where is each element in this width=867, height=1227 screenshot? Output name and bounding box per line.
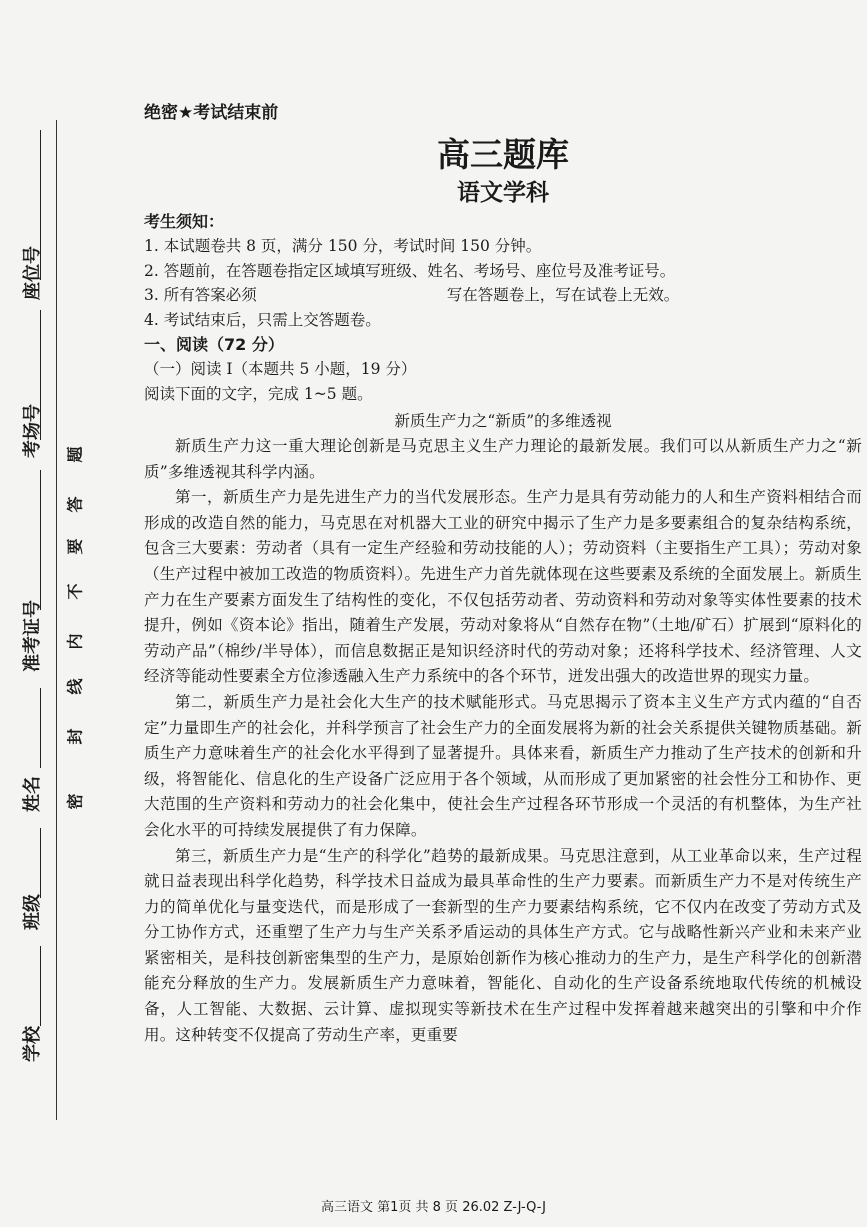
page-footer: 高三语文 第1页 共 8 页 26.02 Z-J-Q-J — [320, 1200, 547, 1215]
article-paragraph: 第一，新质生产力是先进生产力的当代发展形态。生产力是具有劳动能力的人和生产资料相结合而形成的改造自然的能力，马克思在对机器大工业的研究中揭示了生产力是多要素组合的复杂结构系统，包含三大要素：劳动者（具有一定生产经验和劳动技能的人）；劳动资料（主要指生产工具）；劳动对象（生产过程中被加工改造的物质资料）。先进生产力首先就体现在这些要素及系统的全面发展上。新质生产力在生产要素方面发生了结构性的变化，不仅包括劳动者、劳动资料和劳动对象等实体性要素的技术提升，例如《资本论》指出，随着生产发展，劳动对象将从“自然存在物”（土地/矿石）扩展到“原料化的劳动产品”（棉纱/半导体），而信息数据正是知识经济时代的劳动对象；还将科学技术、经济管理、人文经济等能动性要素全方位渗透融入生产力系统中的各个环节，迸发出强大的改造世界的现实力量。 — [144, 488, 862, 686]
notice-item: 4. 考试结束后，只需上交答题卷。 — [144, 310, 381, 329]
article-paragraph: 第二，新质生产力是社会化大生产的技术赋能形式。马克思揭示了资本主义生产方式内蕴的“自否定”力量即生产的社会化，并科学预言了社会生产力的全面发展将为新的社会关系提供关键物质基础。新质生产力意味着生产的社会化水平得到了显著提升。具体来看，新质生产力推动了生产技术的创新和升级，将智能化、信息化的生产设备广泛应用于各个领域，从而形成了更加紧密的社会性分工和协作、更大范围的生产资料和劳动力的社会化集中，使社会生产过程各环节形成一个灵活的有机整体，为生产社会化水平的可持续发展提供了有力保障。 — [144, 692, 862, 839]
admission-number-label: 准考证号 — [22, 600, 43, 672]
article-title: 新质生产力之“新质”的多维透视 — [394, 412, 612, 430]
seal-char: 答 — [65, 496, 85, 513]
admission-number-line — [40, 470, 41, 610]
seal-char: 要 — [65, 538, 85, 555]
article-paragraph: 新质生产力这一重大理论创新是马克思主义生产力理论的最新发展。我们可以从新质生产力之“新质”多维透视其科学内涵。 — [144, 437, 862, 481]
seat-number-line — [40, 130, 41, 280]
school-line — [40, 946, 41, 1026]
page-title: 高三题库 — [437, 135, 569, 174]
room-number-line — [40, 310, 41, 440]
class-line — [40, 828, 41, 898]
name-line — [40, 688, 41, 768]
name-label: 姓名 — [22, 776, 43, 812]
notice-item — [144, 283, 862, 308]
page-subtitle: 语文学科 — [457, 180, 549, 206]
notice-heading: 考生须知： — [144, 212, 225, 231]
school-label: 学校 — [22, 1026, 43, 1062]
seal-char: 封 — [65, 728, 85, 745]
notice-item: 1. 本试题卷共 8 页，满分 150 分，考试时间 150 分钟。 — [144, 237, 542, 255]
notice-item: 2. 答题前，在答题卷指定区域填写班级、姓名、考场号、座位号及准考证号。 — [144, 261, 676, 280]
section-heading: 一、阅读（72 分） — [144, 335, 284, 354]
seal-char: 题 — [65, 446, 85, 463]
seal-fold-line — [56, 120, 57, 1120]
seal-char: 内 — [65, 633, 85, 650]
room-number-label: 考场号 — [22, 404, 43, 458]
reading-instruction: 阅读下面的文字，完成 1~5 题。 — [144, 384, 373, 403]
seal-char: 不 — [65, 583, 85, 600]
seal-char: 线 — [65, 678, 85, 695]
seal-char: 密 — [65, 793, 85, 810]
seat-number-label: 座位号 — [22, 246, 43, 300]
notice-item-part: 3. 所有答案必须 — [144, 286, 257, 304]
confidential-mark: 绝密★考试结束前 — [144, 103, 279, 123]
subsection-heading: （一）阅读 I（本题共 5 小题，19 分） — [144, 360, 417, 378]
class-label: 班级 — [22, 894, 43, 930]
article-paragraph: 第三，新质生产力是“生产的科学化”趋势的最新成果。马克思注意到，从工业革命以来，生产过程就日益表现出科学化趋势，科学技术日益成为最具革命性的生产力要素。而新质生产力不是对传统生产力的简单优化与量变迭代，而是形成了一套新型的生产力要素结构系统，它不仅内在改变了劳动方式及分工协作方式，还重塑了生产力与生产关系矛盾运动的具体生产方式。它与战略性新兴产业和未来产业紧密相关，是科技创新密集型的生产力，是原始创新作为核心推动力的生产力，是生产科学化的创新潜能充分释放的生产力。发展新质生产力意味着，智能化、自动化的生产设备系统地取代传统的机械设备，人工智能、大数据、云计算、虚拟现实等新技术在生产过程中发挥着越来越突出的引擎和中介作用。这种转变不仅提高了劳动生产率，更重要 — [144, 846, 862, 1044]
binding-strip — [0, 0, 120, 1227]
exam-content — [144, 100, 862, 1048]
notice-item-part: 写在答题卷上，写在试卷上无效。 — [446, 286, 680, 304]
